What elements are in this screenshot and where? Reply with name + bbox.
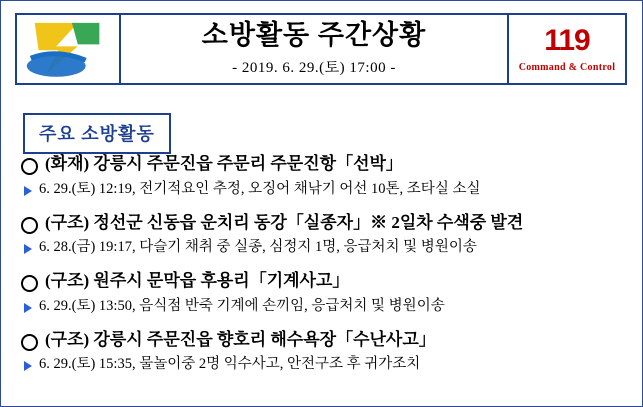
list-item [19, 270, 629, 317]
entry-detail-row [19, 238, 629, 258]
page-title: 소방활동 주간상황 [201, 19, 427, 50]
emblem-119 [509, 15, 625, 83]
entry-detail: 6. 29.(토) 15:35, 물놀이중 2명 익수사고, 안전구조 후 귀가조치 [39, 356, 421, 373]
triangle-bullet-icon [24, 186, 32, 196]
entry-detail: 6. 29.(토) 12:19, 전기적요인 추정, 오징어 채낚기 어선 10톤, 조타실 소실 [39, 180, 481, 197]
entry-headline: (구조) 원주시 문막읍 후용리「기계사고」 [45, 271, 350, 290]
entry-detail: 6. 28.(금) 19:17, 다슬기 채취 중 실종, 심정지 1명, 응급처치 및 병원이송 [39, 239, 477, 256]
ring-bullet-icon [21, 158, 38, 175]
emblem-caption: Command & Control [518, 61, 616, 73]
ring-bullet-icon [21, 275, 38, 292]
ring-bullet-icon [21, 334, 38, 351]
entry-headline: (구조) 강릉시 주문진읍 향호리 해수욕장「수난사고」 [45, 329, 436, 349]
triangle-bullet-icon [24, 303, 32, 313]
ring-bullet-icon [21, 217, 38, 234]
triangle-bullet-icon [24, 244, 32, 254]
entry-headline-row [19, 270, 629, 293]
entry-headline-row [19, 329, 629, 352]
document-header [15, 13, 627, 85]
emblem-number: 119 [544, 23, 590, 57]
page-subtitle: - 2019. 6. 29.(토) 17:00 - [232, 60, 396, 77]
fire-agency-logo-icon [17, 15, 119, 82]
section-heading-label: 주요 소방활동 [39, 124, 155, 144]
agency-logo [17, 15, 121, 83]
entry-headline: (화재) 강릉시 주문진읍 주문리 주문진항「선박」 [45, 154, 403, 173]
triangle-bullet-icon [24, 361, 32, 371]
list-item [19, 153, 629, 200]
entry-headline-row [19, 153, 629, 176]
entry-detail-row [19, 180, 629, 200]
header-title-block [121, 15, 509, 83]
entry-headline-row [19, 212, 629, 235]
list-item [19, 212, 629, 259]
entry-headline: (구조) 정선군 신동읍 운치리 동강「실종자」※ 2일차 수색중 발견 [45, 212, 524, 232]
entry-detail: 6. 29.(토) 13:50, 음식점 반죽 기계에 손끼임, 응급처치 및 병원이송 [39, 297, 445, 314]
entry-detail-row [19, 297, 629, 317]
entry-detail-row [19, 355, 629, 375]
section-heading [23, 113, 171, 154]
activity-list [19, 153, 629, 387]
list-item [19, 329, 629, 376]
